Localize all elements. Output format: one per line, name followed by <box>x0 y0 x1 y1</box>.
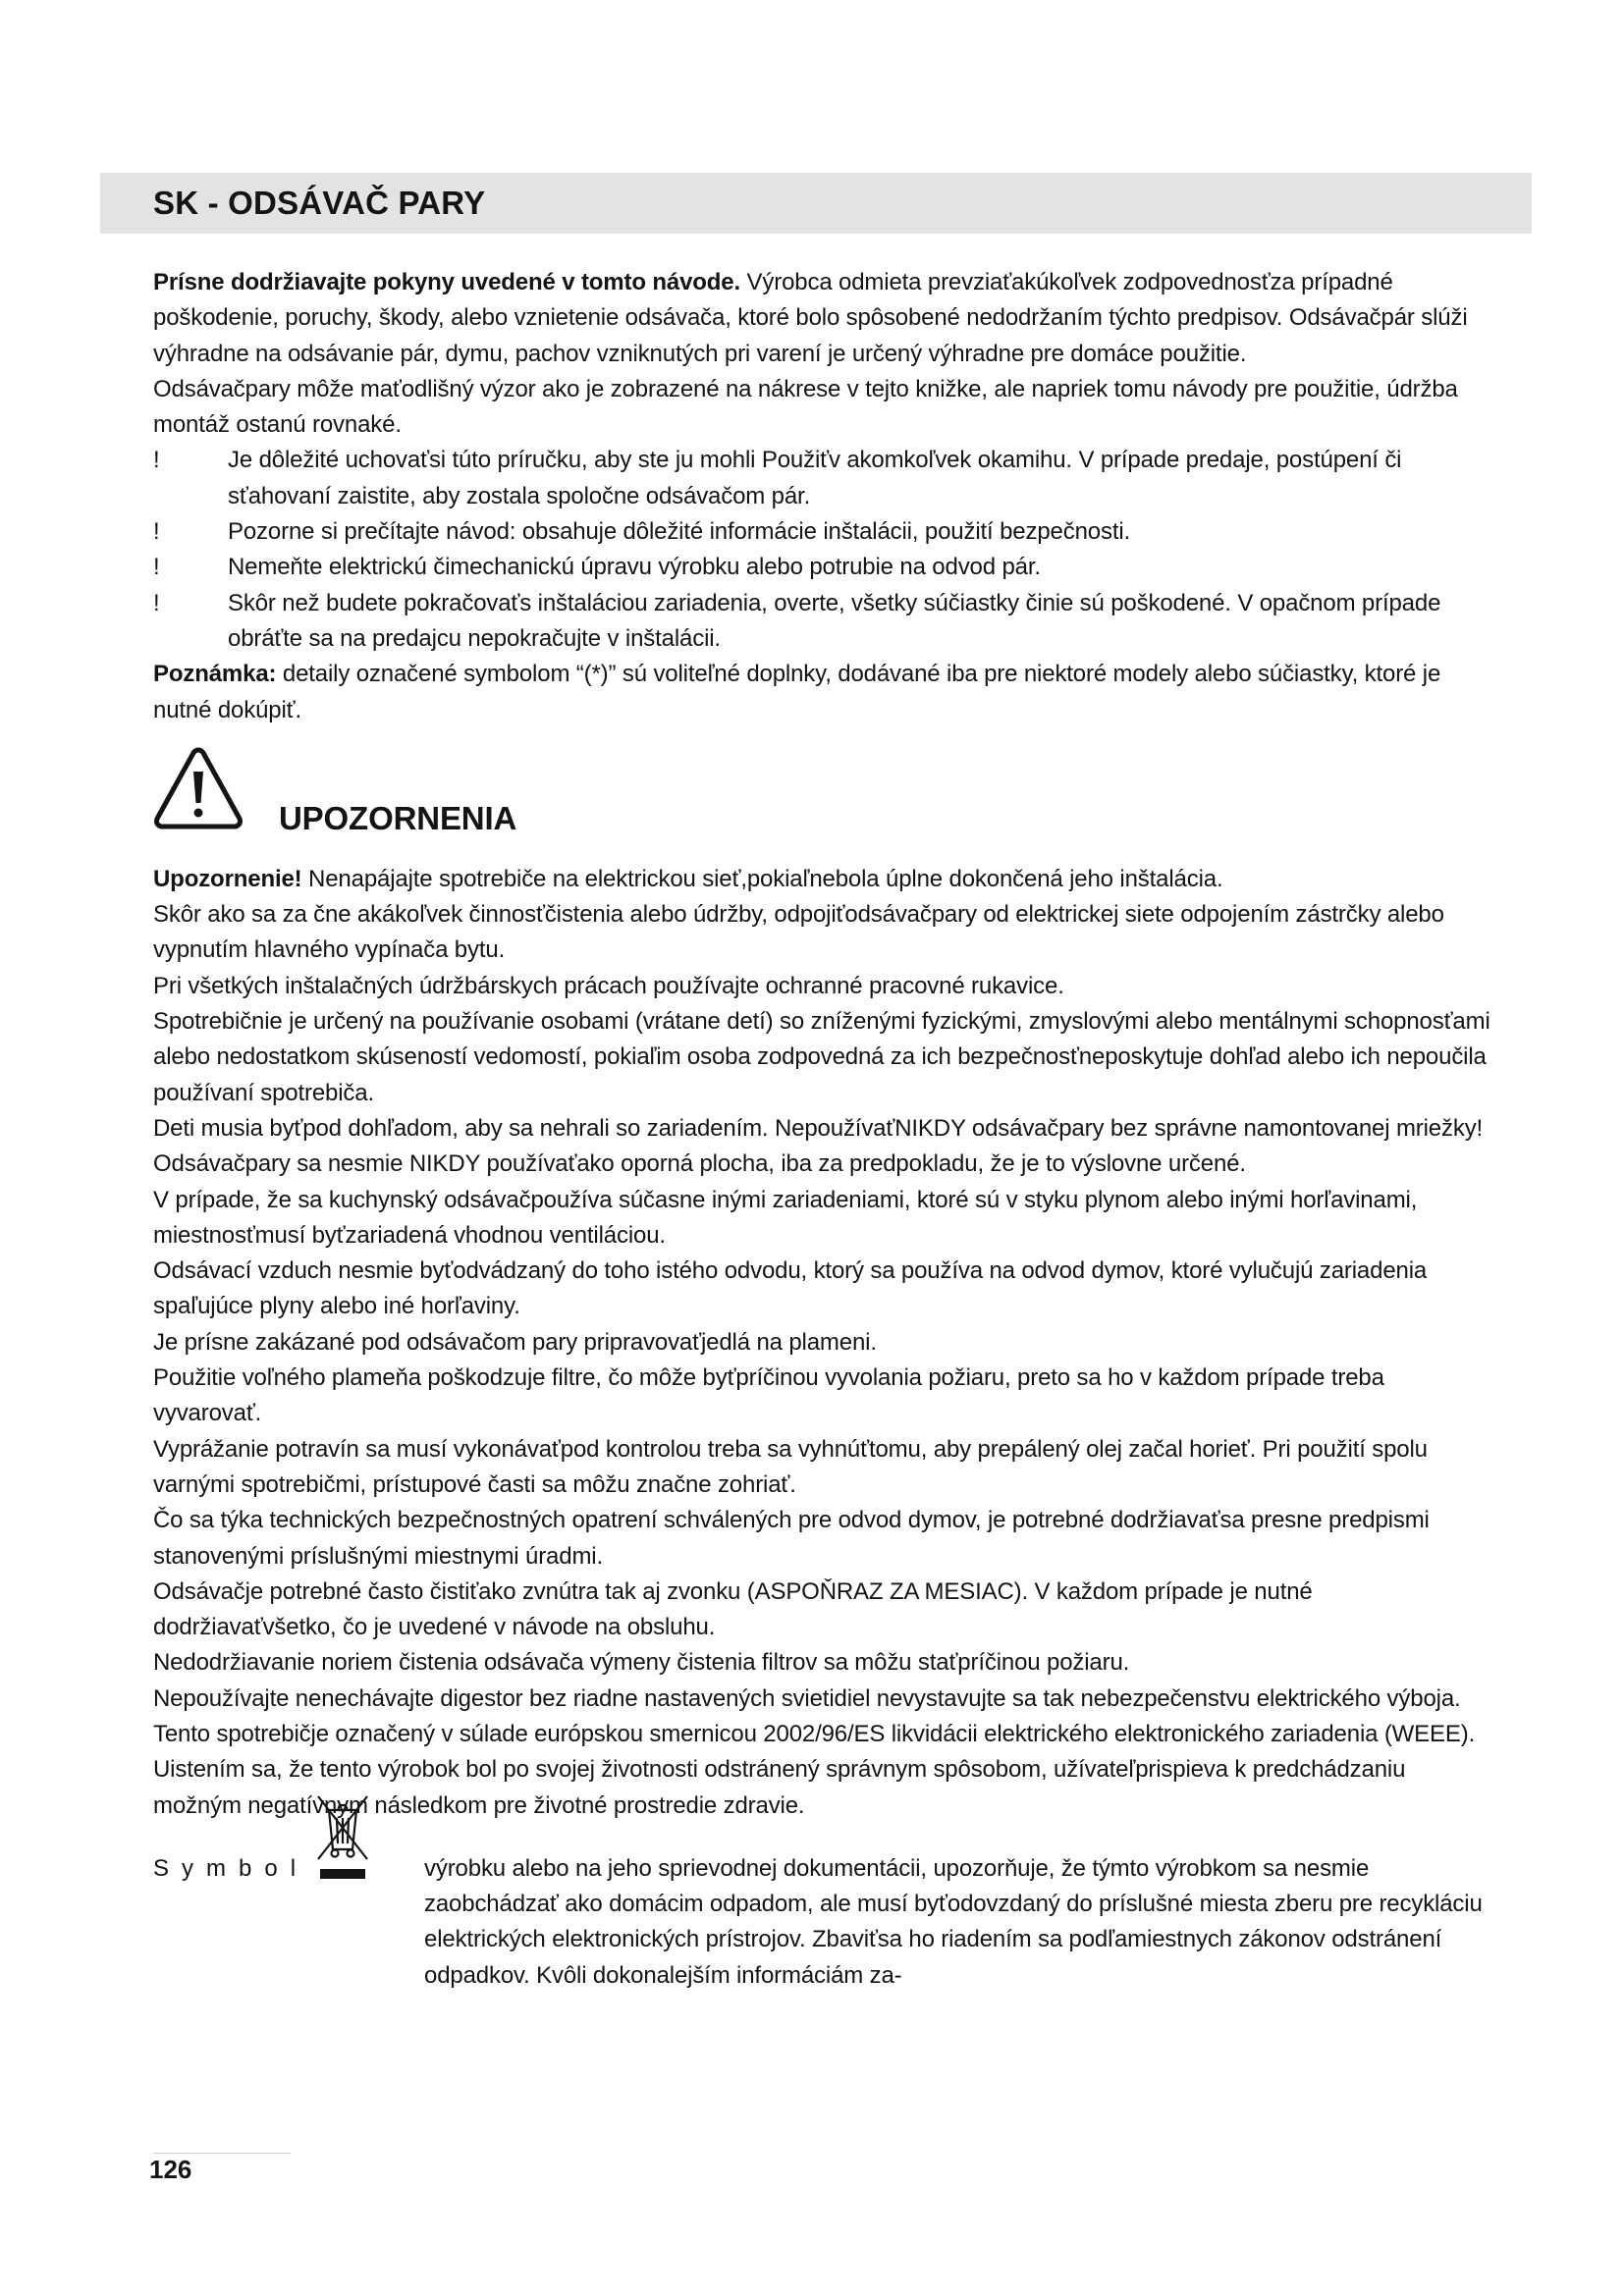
section-title: SK - ODSÁVAČ PARY <box>153 185 486 221</box>
intro-bold-lead: Prísne dodržiavajte pokyny uvedené v tomto návode. <box>153 269 740 295</box>
bullet-text: Skôr než budete pokračovaťs inštaláciou zariadenia, overte, všetky súčiastky činie sú poškodené. V opačnom prípade obráťte sa na predajcu nepokračujte v inštalácii. <box>228 589 1441 652</box>
warning-paragraph: Odsávačpary sa nesmie NIKDY používaťako oporná plocha, iba za predpokladu, že je to výslovne určené. <box>153 1150 1246 1178</box>
warning-paragraph: Použitie voľného plameňa poškodzuje filtre, čo môže byťpríčinou vyvolania požiaru, preto sa ho v každom prípade treba vyvarovať. <box>153 1364 1384 1427</box>
warning-triangle-icon <box>153 744 244 834</box>
note-label: Poznámka: <box>153 661 277 688</box>
warning-paragraph: Nedodržiavanie noriem čistenia odsávača výmeny čistenia filtrov sa môžu staťpríčinou požiaru. <box>153 1649 1130 1677</box>
exclamation-mark: ! <box>153 589 160 616</box>
warnings-title: UPOZORNENIA <box>279 799 517 836</box>
warnings-heading <box>153 744 1492 862</box>
weee-symbol-paragraph <box>153 1851 1492 1994</box>
warning-lead-label: Upozornenie! <box>153 865 302 892</box>
section-header-bar <box>100 173 1532 234</box>
warning-paragraph: V prípade, že sa kuchynský odsávačpoužíva súčasne inými zariadeniami, ktoré sú v styku plynom alebo inými horľavinami, miestnosťmusí byťzariadená vhodnou ventiláciou. <box>153 1186 1418 1249</box>
bullet-item <box>153 443 1492 514</box>
warning-paragraph: Čo sa týka technických bezpečnostných opatrení schválených pre odvod dymov, je potrebné dodržiavaťsa presne predpismi stanovenými príslušnými miestnymi úradmi. <box>153 1507 1430 1570</box>
warning-paragraph: Nepoužívajte nenechávajte digestor bez riadne nastavených svietidiel nevystavujte sa tak nebezpečenstvu elektrického výboja. <box>153 1684 1461 1712</box>
warning-paragraph: Spotrebičnie je určený na používanie osobami (vrátane detí) so zníženými fyzickými, zmyslovými alebo mentálnymi schopnosťami alebo nedostatkom skúseností vedomostí, pokiaľim osoba zodpovedná za ich bezpečnosťneposkytuje dohľad alebo ich nepoučila používaní spotrebiča. <box>153 1008 1490 1106</box>
warning-paragraph: Skôr ako sa za čne akákoľvek činnosťčistenia alebo údržby, odpojiťodsávačpary od elektrickej siete odpojením zástrčky alebo vypnutím hlavného vypínača bytu. <box>153 901 1444 964</box>
intro-paragraph <box>153 265 1492 372</box>
bullet-item <box>153 586 1492 658</box>
note-paragraph <box>153 657 1492 728</box>
bullet-item <box>153 550 1492 585</box>
warning-paragraph: Odsávací vzduch nesmie byťodvádzaný do toho istého odvodu, ktorý sa používa na odvod dymov, ktoré vylučujú zariadenia spaľujúce plyny alebo iné horľaviny. <box>153 1257 1428 1320</box>
intro-text: Výrobca odmieta prevziaťakúkoľvek zodpovednosťza prípadné poškodenie, poruchy, škody, alebo vznietenie odsávača, ktoré bolo spôsobené nedodržaním týchto predpisov. Odsávačpár slúži výhradne na odsávanie pár, dymu, pachov vzniknutých pri varení je určený výhradne pre domáce použitie. <box>153 269 1468 367</box>
page-number: 126 <box>149 2155 192 2184</box>
warning-paragraph-list <box>153 897 1492 1824</box>
document-body <box>153 265 1492 1994</box>
warning-paragraph: Uistením sa, že tento výrobok bol po svojej životnosti odstránený správnym spôsobom, užívateľprispieva k predchádzaniu možným negatívnym následkom pre životné prostredie zdravie. <box>153 1756 1406 1819</box>
warning-paragraph: Tento spotrebičje označený v súlade európskou smernicou 2002/96/ES likvidácii elektrického elektronického zariadenia (WEEE). <box>153 1720 1476 1747</box>
symbol-text: výrobku alebo na jeho sprievodnej dokumentácii, upozorňuje, že týmto výrobkom sa nesmie zaobchádzať ako domácim odpadom, ale musí byťodovzdaný do príslušné miesta zberu pre recykláciu elektrických elektronických prístrojov. Zbaviťsa ho riadením sa podľamiestnych zákonov odstránení odpadkov. Kvôli dokonalejším informáciám za- <box>424 1854 1483 1989</box>
bullet-text: Pozorne si prečítajte návod: obsahuje dôležité informácie inštalácii, použití bezpečnosti. <box>228 518 1131 546</box>
exclamation-mark: ! <box>153 447 160 474</box>
warning-paragraph: Je prísne zakázané pod odsávačom pary pripravovaťjedlá na plameni. <box>153 1328 877 1356</box>
warning-paragraph: Pri všetkých inštalačných údržbárskych prácach používajte ochranné pracovné rukavice. <box>153 972 1064 999</box>
warning-lead-paragraph <box>153 862 1492 897</box>
note-text: detaily označené symbolom “(*)” sú voliteľné doplnky, dodávané iba pre niektoré modely alebo súčiastky, ktoré je nutné dokúpiť. <box>153 661 1441 723</box>
crossed-out-wheelie-bin-icon <box>312 1789 373 1883</box>
warning-paragraph: Deti musia byťpod dohľadom, aby sa nehrali so zariadením. NepoužívaťNIKDY odsávačpary bez správne namontovanej mriežky! <box>153 1114 1484 1142</box>
bullet-text: Je dôležité uchovaťsi túto príručku, aby ste ju mohli Použiťv akomkoľvek okamihu. V prípade predaje, postúpení či sťahovaní zaistite, aby zostala spoločne odsávačom pár. <box>228 447 1402 509</box>
bullet-list <box>153 443 1492 657</box>
warning-paragraph: Vyprážanie potravín sa musí vykonávaťpod kontrolou treba sa vyhnúťtomu, aby prepálený olej začal horieť. Pri použití spolu varnými spotrebičmi, prístupové časti sa môžu značne zohriať. <box>153 1435 1428 1498</box>
exclamation-mark: ! <box>153 518 160 546</box>
symbol-lead-word: Symbol <box>153 1854 309 1882</box>
intro-paragraph-2: Odsávačpary môže maťodlišný výzor ako je zobrazené na nákrese v tejto knižke, ale napriek tomu návody pre použitie, údržba montáž ostanú rovnaké. <box>153 375 1458 439</box>
exclamation-mark: ! <box>153 554 160 581</box>
footer-divider <box>153 2153 291 2154</box>
bullet-item <box>153 514 1492 550</box>
warning-paragraph: Odsávačje potrebné často čistiťako zvnútra tak aj zvonku (ASPOŇRAZ ZA MESIAC). V každom prípade je nutné dodržiavaťvšetko, čo je uvedené v návode na obsluhu. <box>153 1577 1313 1641</box>
warning-lead-text: Nenapájajte spotrebiče na elektrickou sieť,pokiaľnebola úplne dokončená jeho inštalácia. <box>301 865 1223 892</box>
bullet-text: Nemeňte elektrickú čimechanickú úpravu výrobku alebo potrubie na odvod pár. <box>228 554 1041 581</box>
